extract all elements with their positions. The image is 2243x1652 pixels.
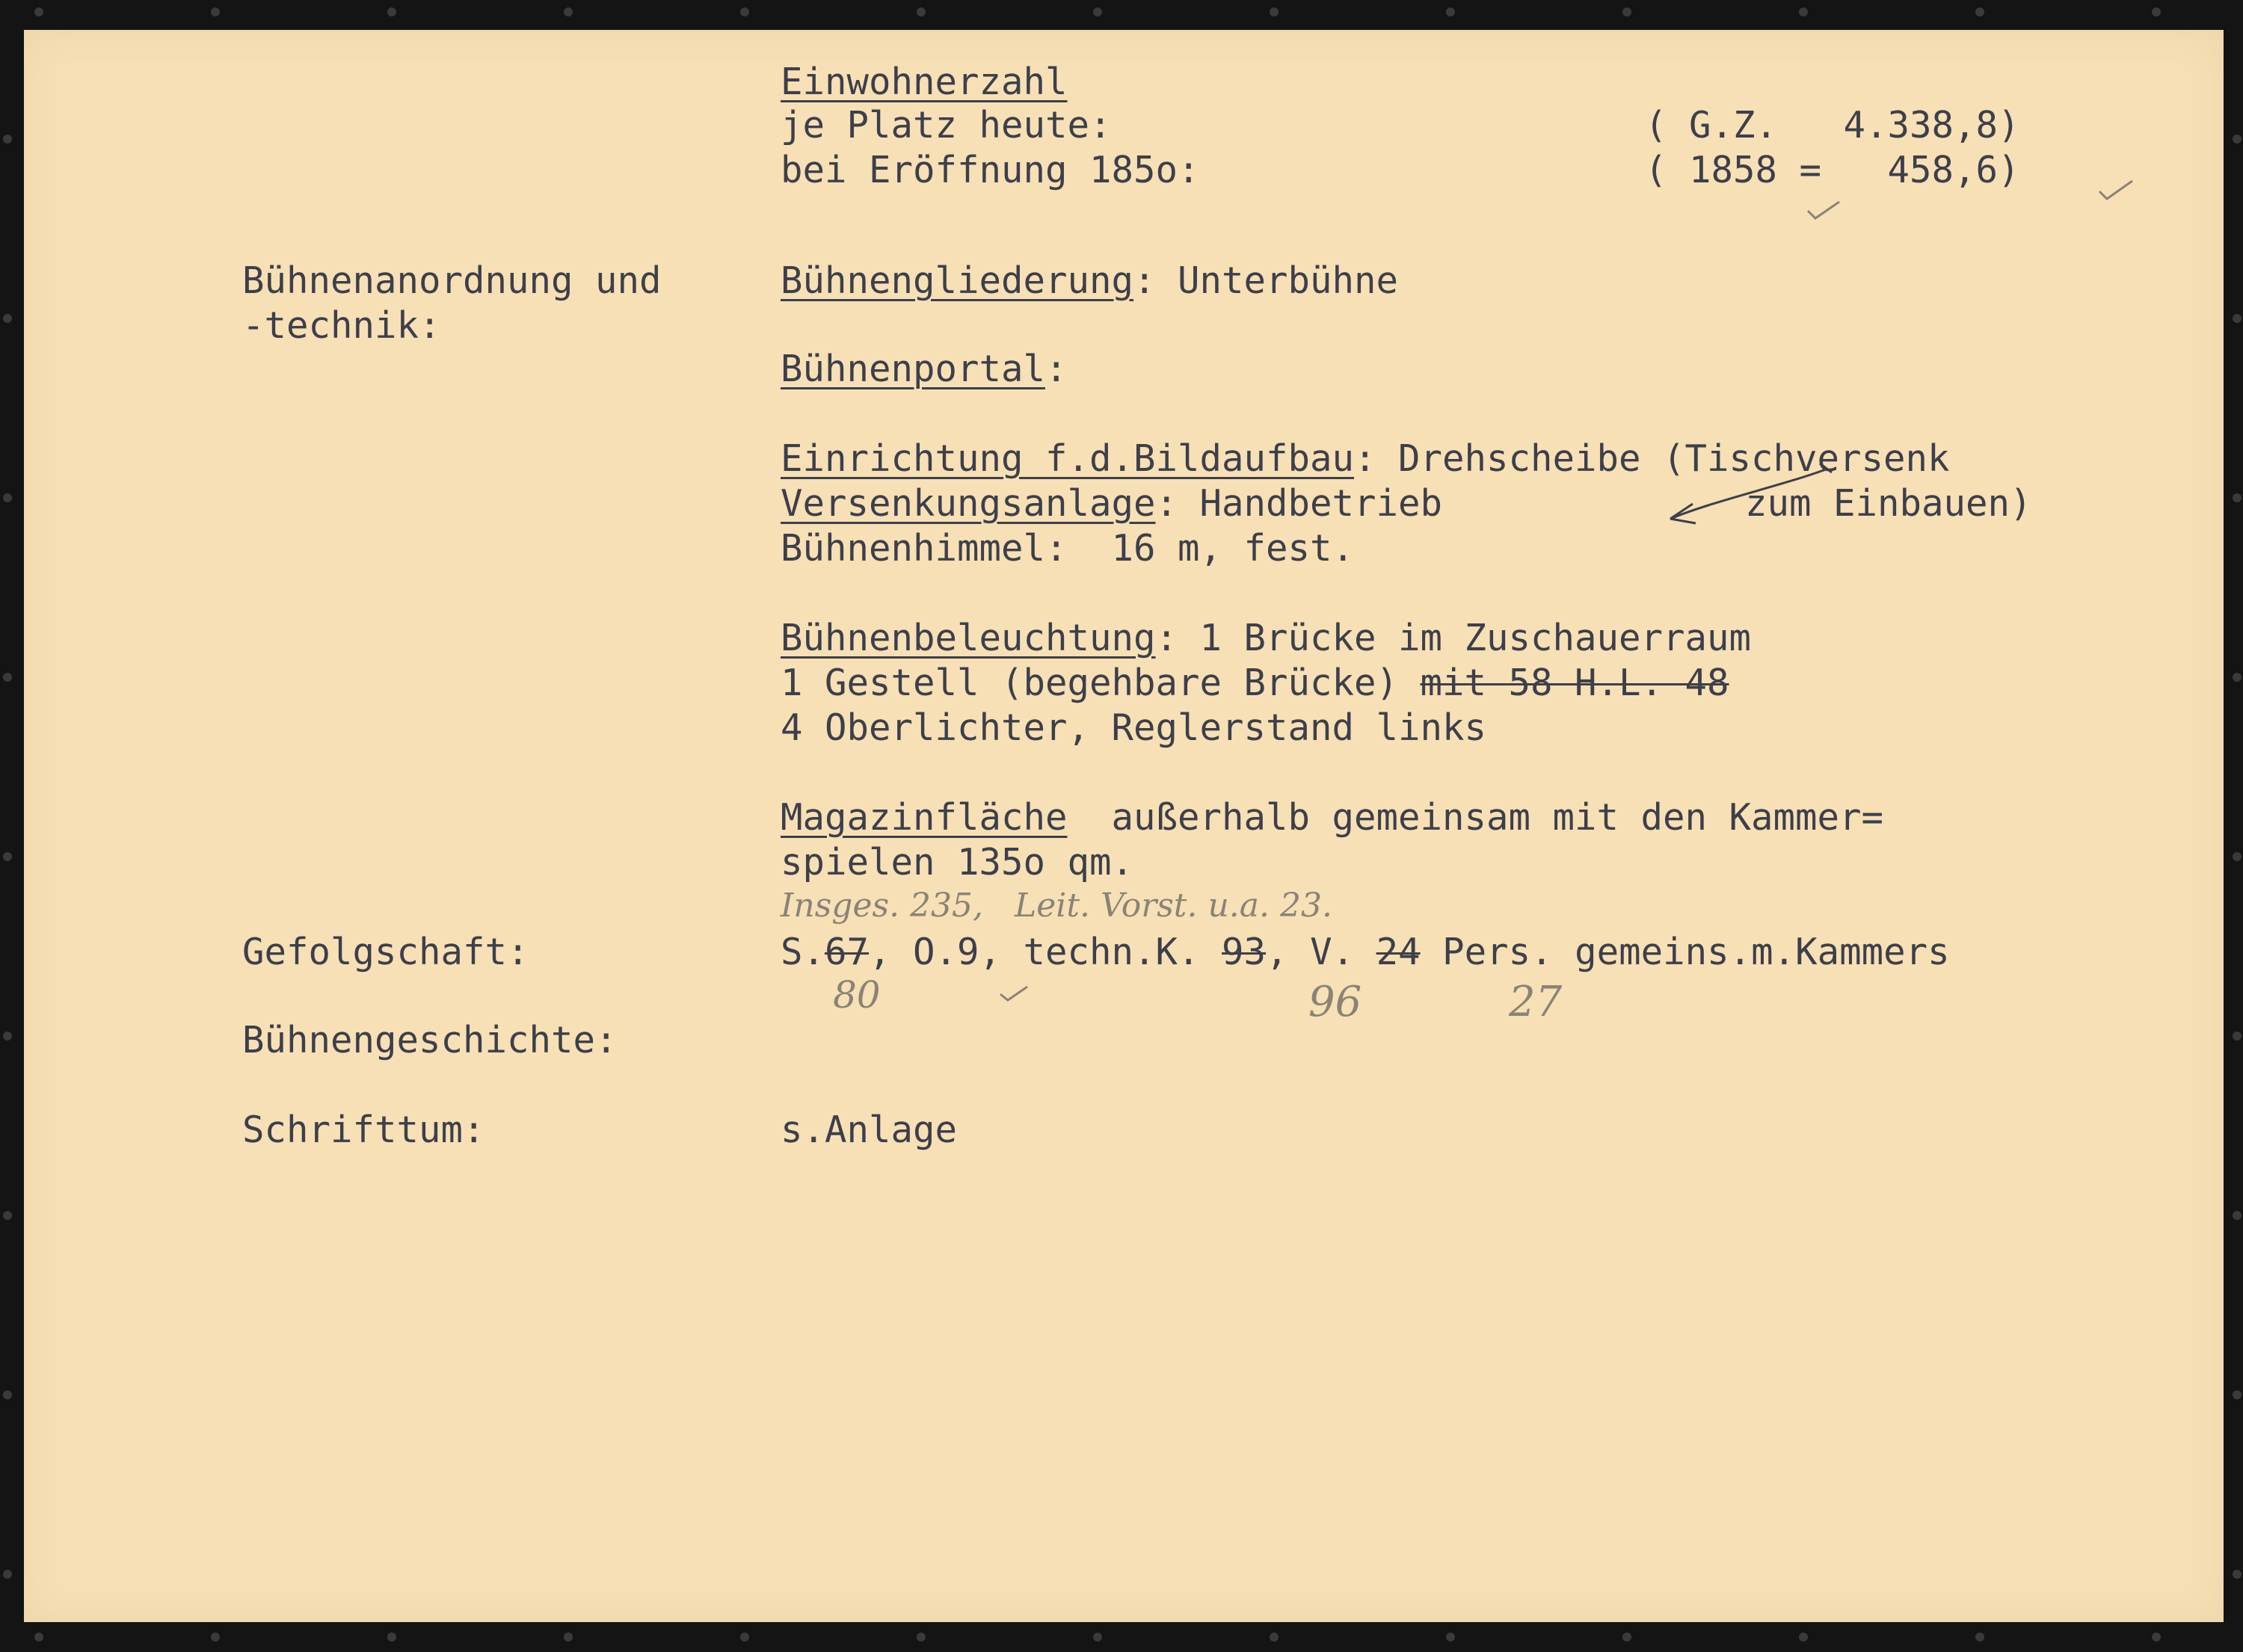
pencil-check-mark [996,979,1033,1009]
gefolgschaft-value [781,930,1950,975]
buehnengliederung-label: Bühnengliederung [781,259,1134,302]
beleuchtung-label: Bühnenbeleuchtung [781,617,1156,659]
punch-hole [1446,1633,1455,1642]
punch-hole [3,852,12,861]
buehnenportal-label: Bühnenportal [781,348,1046,390]
insert-continuation: zum Einbauen) [1745,482,2032,525]
gefolgschaft-struck-number: 93 [1222,931,1267,973]
punch-hole [2233,493,2242,502]
punch-hole [1975,7,1984,16]
punch-hole [1622,1633,1631,1642]
buehnengeschichte-label: Bühnengeschichte: [242,1019,618,1061]
einwohner-heading: Einwohnerzahl [781,61,1068,103]
magazin-value: außerhalb gemeinsam mit den Kammer= [1067,796,1884,839]
einrichtung-value: : Drehscheibe (Tischversenk [1354,437,1950,480]
buehnenhimmel-line: Bühnenhimmel: 16 m, fest. [781,527,1355,570]
buehnenportal-suffix: : [1045,348,1068,390]
gefolgschaft-value-part: S. [781,931,825,973]
gefolgschaft-struck-number: 24 [1376,931,1421,973]
punch-hole [34,7,43,16]
buehnenportal-line [781,347,1068,392]
punch-hole [2233,1032,2242,1041]
punch-hole [564,7,573,16]
punch-hole [3,1390,12,1399]
magazin-line-2: spielen 135o qm. [781,841,1134,884]
gestell-text: 1 Gestell (begehbare Brücke) [781,662,1421,704]
handwritten-correction-s: 80 [833,973,881,1017]
gefolgschaft-struck-number: 67 [825,931,870,973]
punch-hole [1622,7,1631,16]
handwritten-correction-v: 27 [1509,978,1563,1026]
punch-hole [2233,1211,2242,1220]
punch-hole [34,1633,43,1642]
punch-hole [564,1633,573,1642]
punch-hole [3,1211,12,1220]
punch-hole [1799,7,1808,16]
punch-hole [387,1633,396,1642]
punch-hole [3,1570,12,1579]
gestell-struck-text: mit 58 H.L. 48 [1420,662,1729,704]
gefolgschaft-value-part: Pers. gemeins.m.Kammers [1420,931,1950,973]
punch-hole [3,673,12,682]
punch-hole [3,1032,12,1041]
buehnenanordnung-label-2: -technik: [242,304,441,347]
buehnengliederung-value: : Unterbühne [1133,259,1399,302]
punch-hole [2233,1390,2242,1399]
gestell-line [781,661,1729,706]
pencil-insertion-arrow [1654,456,1848,546]
index-card [24,30,2224,1622]
punch-hole [740,1633,749,1642]
punch-hole [2233,852,2242,861]
gefolgschaft-value-part: , O.9, techn.K. [869,931,1222,973]
punch-hole [2233,314,2242,323]
einrichtung-label: Einrichtung f.d.Bildaufbau [781,437,1355,480]
punch-hole [1446,7,1455,16]
punch-hole [387,7,396,16]
punch-hole [3,135,12,144]
punch-hole [917,7,926,16]
punch-hole [1270,7,1279,16]
einwohner-row2-label: bei Eröffnung 185o: [781,149,1200,191]
punch-hole [1975,1633,1984,1642]
punch-hole [3,493,12,502]
punch-hole [211,1633,220,1642]
magazin-label: Magazinfläche [781,796,1068,839]
punch-hole [2233,673,2242,682]
einwohner-row2-value: ( 1858 = 458,6) [1645,149,2020,191]
magazin-line [781,795,1883,840]
punch-hole [917,1633,926,1642]
schrifttum-value: s.Anlage [781,1109,958,1151]
punch-hole [1270,1633,1279,1642]
handwritten-correction-techn: 96 [1308,978,1362,1026]
punch-hole [1799,1633,1808,1642]
pencil-check-mark [1803,194,1848,224]
punch-hole [3,314,12,323]
gefolgschaft-label: Gefolgschaft: [242,931,529,973]
handwritten-total-note: Insges. 235, Leit. Vorst. u.a. 23. [781,887,1332,925]
punch-hole [2152,7,2161,16]
punch-hole [2152,1633,2161,1642]
buehnengliederung-line [781,259,1398,303]
punch-hole [2233,1570,2242,1579]
versenkung-label: Versenkungsanlage [781,482,1156,525]
punch-hole [2233,135,2242,144]
gefolgschaft-value-part: , V. [1266,931,1376,973]
beleuchtung-value: : 1 Brücke im Zuschauerraum [1155,617,1752,659]
einwohner-row1-label: je Platz heute: [781,104,1112,147]
punch-hole [1093,7,1102,16]
punch-hole [211,7,220,16]
versenkung-value: : Handbetrieb [1155,482,1443,525]
einwohner-row1-value: ( G.Z. 4.338,8) [1645,104,2020,147]
pencil-check-mark [2095,172,2140,209]
punch-hole [740,7,749,16]
schrifttum-label: Schrifttum: [242,1109,485,1151]
buehnenanordnung-label-1: Bühnenanordnung und [242,259,662,302]
versenkung-line [781,481,1442,526]
punch-hole [1093,1633,1102,1642]
oberlichter-line: 4 Oberlichter, Reglerstand links [781,706,1487,749]
beleuchtung-line [781,616,1751,661]
